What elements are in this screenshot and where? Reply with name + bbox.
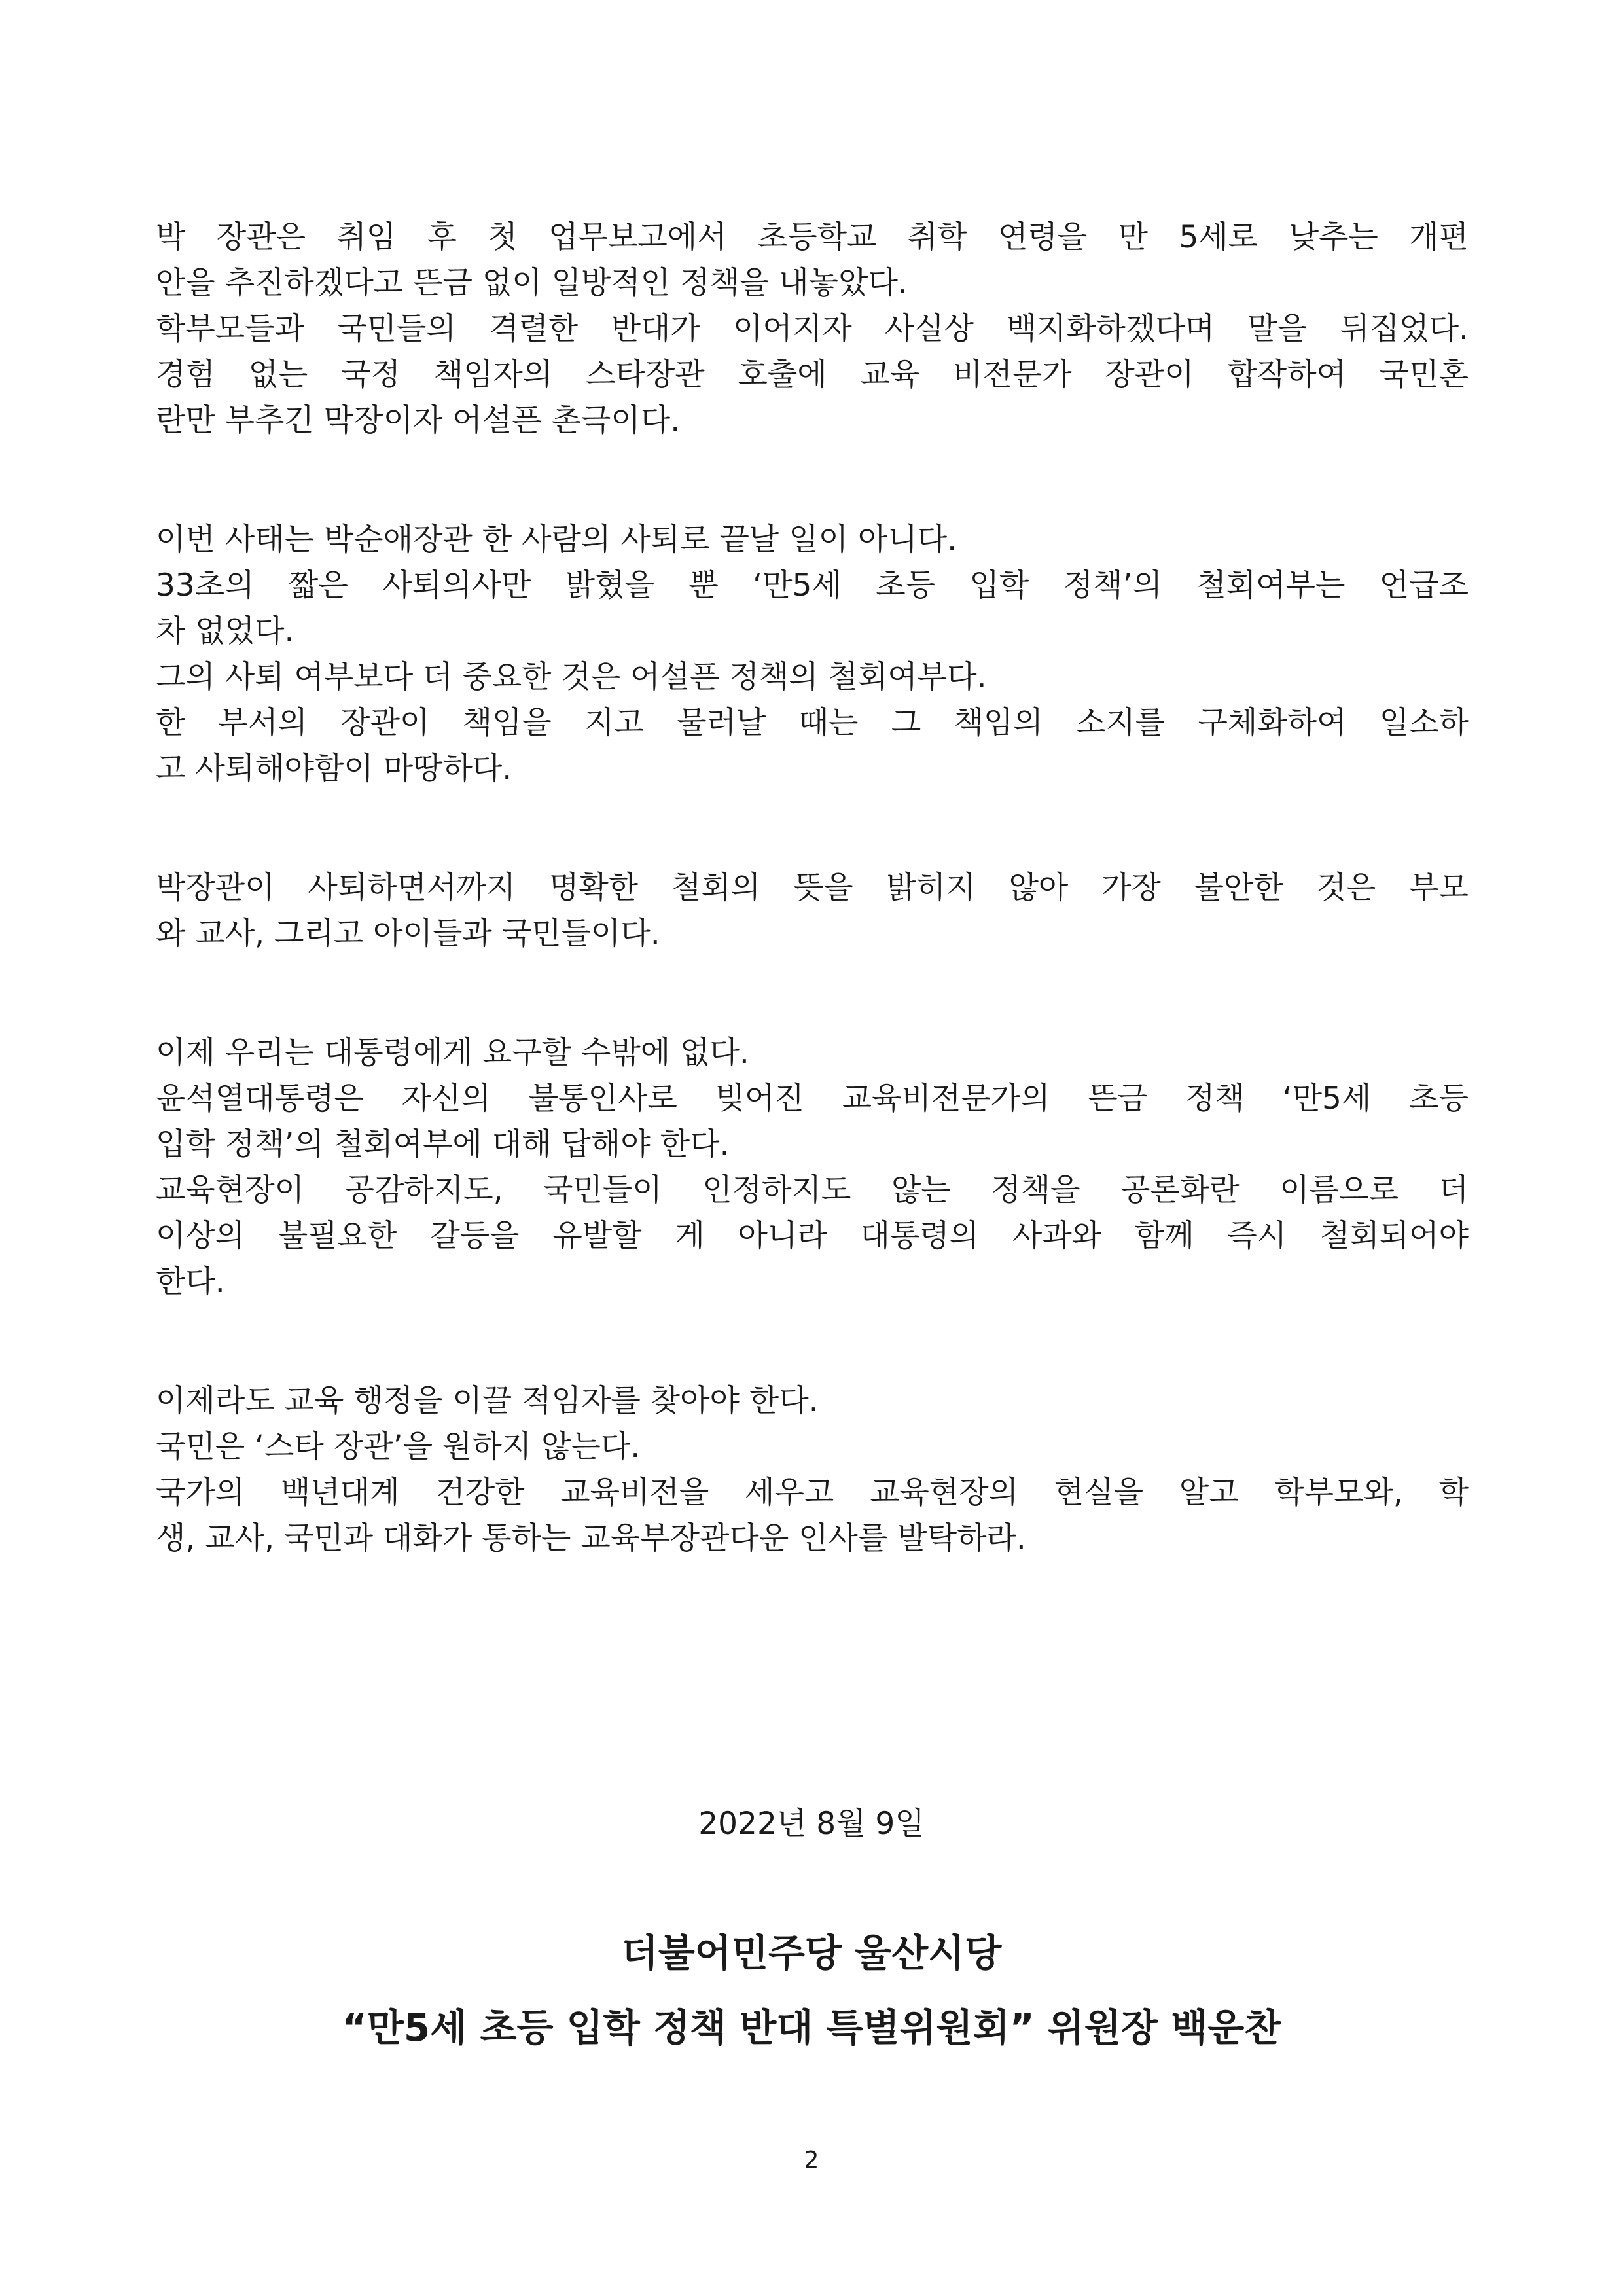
text-line: 경험 없는 국정 책임자의 스타장관 호출에 교육 비전문가 장관이 합작하여 국민혼 — [156, 357, 1469, 393]
text-line: 교육현장이 공감하지도, 국민들이 인정하지도 않는 정책을 공론화란 이름으로 더 — [156, 1172, 1469, 1208]
text-line: 윤석열대통령은 자신의 불통인사로 빚어진 교육비전문가의 뜬금 정책 ‘만5세 초등 — [156, 1081, 1469, 1117]
text-line: 이제 우리는 대통령에게 요구할 수밖에 없다. — [156, 1035, 749, 1071]
statement-body — [156, 215, 1469, 1635]
text-line: 란만 부추긴 막장이자 어설픈 촌극이다. — [156, 403, 681, 439]
signature-title: “만5세 초등 입학 정책 반대 특별위원회” 위원장 백운찬 — [342, 2005, 1281, 2050]
text-line: 한 부서의 장관이 책임을 지고 물러날 때는 그 책임의 소지를 구체화하여 일소하 — [156, 705, 1469, 741]
text-line: 박장관이 사퇴하면서까지 명확한 철회의 뜻을 밝히지 않아 가장 불안한 것은 부모 — [156, 870, 1469, 906]
paragraph-4 — [156, 1030, 1469, 1305]
text-line: 이제라도 교육 행정을 이끌 적임자를 찾아야 한다. — [156, 1383, 819, 1419]
text-line: 한다. — [156, 1264, 225, 1300]
paragraph-2 — [156, 517, 1469, 792]
text-line: 고 사퇴해야함이 마땅하다. — [156, 751, 512, 787]
text-line: 와 교사, 그리고 아이들과 국민들이다. — [156, 916, 660, 952]
statement-date: 2022년 8월 9일 — [698, 1806, 925, 1842]
text-line: 차 없었다. — [156, 613, 294, 649]
text-line: 박 장관은 취임 후 첫 업무보고에서 초등학교 취학 연령을 만 5세로 낮추는 개편 — [156, 219, 1469, 255]
paragraph-1 — [156, 215, 1469, 444]
paragraph-5 — [156, 1378, 1469, 1562]
text-line: 생, 교사, 국민과 대화가 통하는 교육부장관다운 인사를 발탁하라. — [156, 1520, 1026, 1556]
signature-organization: 더불어민주당 울산시당 — [621, 1931, 1002, 1975]
text-line: 입학 정책’의 철회여부에 대해 답해야 한다. — [156, 1126, 730, 1162]
text-line: 33초의 짧은 사퇴의사만 밝혔을 뿐 ‘만5세 초등 입학 정책’의 철회여부는 언급조 — [156, 567, 1469, 603]
text-line: 안을 추진하겠다고 뜬금 없이 일방적인 정책을 내놓았다. — [156, 265, 908, 301]
text-line: 그의 사퇴 여부보다 더 중요한 것은 어설픈 정책의 철회여부다. — [156, 659, 987, 695]
text-line: 이번 사태는 박순애장관 한 사람의 사퇴로 끝날 일이 아니다. — [156, 522, 957, 558]
text-line: 국민은 ‘스타 장관’을 원하지 않는다. — [156, 1429, 641, 1465]
paragraph-3 — [156, 865, 1469, 957]
text-line: 이상의 불필요한 갈등을 유발할 게 아니라 대통령의 사과와 함께 즉시 철회되어야 — [156, 1218, 1469, 1254]
page-number: 2 — [804, 2147, 819, 2174]
text-line: 학부모들과 국민들의 격렬한 반대가 이어지자 사실상 백지화하겠다며 말을 뒤집었다. — [156, 311, 1469, 347]
text-line: 국가의 백년대계 건강한 교육비전을 세우고 교육현장의 현실을 알고 학부모와, 학 — [156, 1475, 1469, 1511]
